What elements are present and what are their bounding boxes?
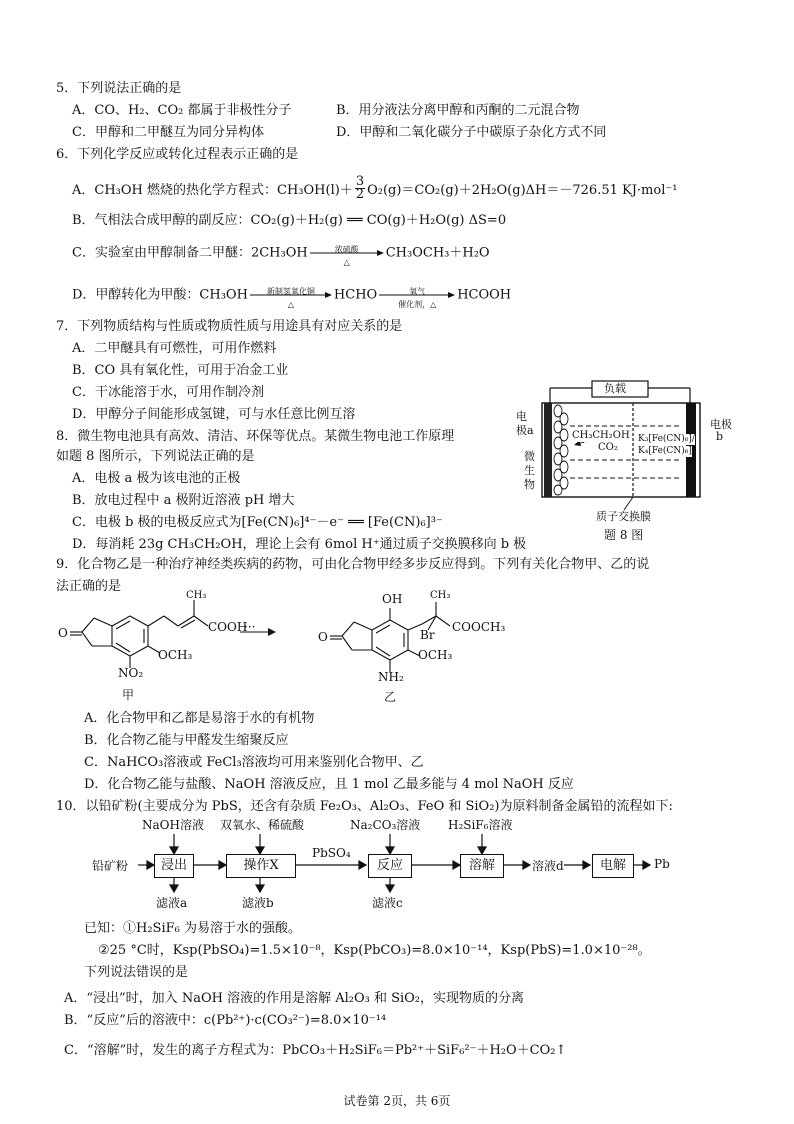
q5-option-b: B．用分液法分离甲醇和丙酮的二元混合物 xyxy=(336,103,580,118)
q6-d-arrow-1 xyxy=(248,286,334,309)
q6-a-frac-num: 3 xyxy=(355,174,365,189)
q9-stem-line2: 法正确的是 xyxy=(56,579,122,594)
flow-step-electrolysis: 电解 xyxy=(592,854,634,878)
yi-och3-label: OCH₃ xyxy=(418,648,453,662)
jia-o-label: O xyxy=(58,626,68,640)
q6-a-fraction xyxy=(355,176,365,201)
q6-c-arrow xyxy=(308,244,386,267)
flow-start: 铅矿粉 xyxy=(92,859,129,873)
q9-structures xyxy=(56,590,526,708)
q8-option-d: D．每消耗 23g CH₃CH₂OH，理论上会有 6mol H⁺通过质子交换膜移向 b 极 xyxy=(72,537,527,552)
flow-solution-d: 溶液d xyxy=(532,859,564,873)
flow-reagent-h2sif6: H₂SiF₆溶液 xyxy=(448,818,513,832)
q10-known-2: ②25 °C时，Ksp(PbSO₄)=1.5×10⁻⁸，Ksp(PbCO₃)=8.0×10⁻¹⁴，Ksp(PbS)=1.0×10⁻²⁸。 xyxy=(98,943,651,958)
q6-c-suffix: CH₃OCH₃＋H₂O xyxy=(385,245,490,261)
q8-stem-line1: 8．微生物电池具有高效、清洁、环保等优点。某微生物电池工作原理 xyxy=(56,429,455,444)
q6-d-suffix: HCOOH xyxy=(457,287,512,303)
yi-compound-label: 乙 xyxy=(384,690,397,704)
yi-oh-label: OH xyxy=(382,592,403,606)
figure-8-cell-diagram xyxy=(512,378,742,546)
q7-stem: 7．下列物质结构与性质或物质性质与用途具有对应关系的是 xyxy=(56,319,403,334)
yi-cooch3-label: COOCH₃ xyxy=(452,620,506,634)
q7-option-c: C．干冰能溶于水，可用作制冷剂 xyxy=(72,385,264,400)
fig8-ethanol-label: CH₃CH₂OH xyxy=(572,430,630,441)
q6-d-cond2-top: 氧气 xyxy=(409,287,426,296)
flow-reagent-naoh: NaOH溶液 xyxy=(142,818,204,832)
q7-option-d: D．甲醇分子间能形成氢键，可与水任意比例互溶 xyxy=(72,407,356,422)
reaction-dots: ··· xyxy=(244,620,256,634)
q6-c-cond-bottom: △ xyxy=(343,258,350,267)
flow-step-reaction: 反应 xyxy=(368,854,412,878)
jia-cooh-label: COOH xyxy=(208,620,248,634)
q6-stem: 6．下列化学反应或转化过程表示正确的是 xyxy=(56,147,299,162)
q10-option-a: A．“浸出”时，加入 NaOH 溶液的作用是溶解 Al₂O₃ 和 SiO₂，实现物质的分离 xyxy=(64,991,525,1006)
flow-reagent-na2co3: Na₂CO₃溶液 xyxy=(350,818,421,832)
q5-option-c: C．甲醇和二甲醚互为同分异构体 xyxy=(72,125,264,140)
flow-step-leaching: 浸出 xyxy=(154,854,194,878)
q5-option-a: A．CO、H₂、CO₂ 都属于非极性分子 xyxy=(72,103,292,118)
q5-option-d: D．甲醇和二氧化碳分子中碳原子杂化方式不同 xyxy=(336,125,607,140)
q6-option-d xyxy=(72,286,512,309)
q10-ask: 下列说法错误的是 xyxy=(84,965,189,980)
q10-known-1: 已知：①H₂SiF₆ 为易溶于水的强酸。 xyxy=(84,921,301,936)
yi-ch3-label: CH₃ xyxy=(430,590,451,601)
q6-a-suffix: O₂(g)＝CO₂(g)＋2H₂O(g)ΔH＝－726.51 KJ·mol⁻¹ xyxy=(367,183,678,198)
yi-o-label: O xyxy=(318,630,328,644)
fig8-microbe-label-1: 微 xyxy=(524,450,535,463)
q9-option-a: A．化合物甲和乙都是易溶于水的有机物 xyxy=(84,711,315,726)
q6-a-prefix: A．CH₃OH 燃烧的热化学方程式：CH₃OH(l)＋ xyxy=(72,183,353,198)
q7-option-a: A．二甲醚具有可燃性，可用作燃料 xyxy=(72,341,277,356)
flow-filtrate-c: 滤液c xyxy=(372,896,403,910)
fig8-load-label: 负载 xyxy=(604,382,626,395)
q9-option-b: B．化合物乙能与甲醛发生缩聚反应 xyxy=(84,733,289,748)
fig8-ferricyanide-label-2: K₄[Fe(CN)₆] xyxy=(638,446,692,456)
flow-filtrate-b: 滤液b xyxy=(242,896,274,910)
q6-d-cond1-bottom: △ xyxy=(287,300,294,309)
q6-d-arrow-2 xyxy=(377,286,457,309)
fig8-microbe-label-2: 生 xyxy=(524,464,535,477)
q6-option-c xyxy=(72,244,490,267)
fig8-ferricyanide-label-1: K₃[Fe(CN)₆]/ xyxy=(638,434,695,444)
yi-br-label: Br xyxy=(420,628,435,642)
q5-stem: 5．下列说法正确的是 xyxy=(56,81,182,96)
jia-ch3-label: CH₃ xyxy=(186,590,207,601)
flow-pbso4: PbSO₄ xyxy=(312,846,351,860)
q7-option-b: B．CO 具有氧化性，可用于冶金工业 xyxy=(72,363,289,378)
q8-option-c: C．电极 b 极的电极反应式为[Fe(CN)₆]⁴⁻－e⁻ ══ [Fe(CN)₆]³⁻ xyxy=(72,515,443,530)
q8-option-b: B．放电过程中 a 极附近溶液 pH 增大 xyxy=(72,493,295,508)
fig8-caption: 题 8 图 xyxy=(604,528,644,542)
q6-d-prefix: D．甲醇转化为甲酸：CH₃OH xyxy=(72,287,248,303)
fig8-microbe-label-3: 物 xyxy=(524,478,535,491)
flow-reagent-h2o2: 双氧水、稀硫酸 xyxy=(220,818,305,832)
q6-c-prefix: C．实验室由甲醇制备二甲醚：2CH₃OH xyxy=(72,245,308,261)
jia-no2-label: NO₂ xyxy=(118,666,144,680)
q8-stem-line2: 如题 8 图所示，下列说法正确的是 xyxy=(56,449,255,464)
jia-compound-label: 甲 xyxy=(122,688,135,702)
fig8-co2-label: CO₂ xyxy=(598,442,618,453)
q9-option-c: C．NaHCO₃溶液或 FeCl₃溶液均可用来鉴别化合物甲、乙 xyxy=(84,755,424,770)
fig8-electrode-b-label-1: 电极 xyxy=(710,418,732,431)
page-footer: 试卷第 2页，共 6页 xyxy=(343,1094,451,1108)
q6-option-a xyxy=(72,174,678,203)
fig8-electrode-b-label-2: b xyxy=(716,430,724,443)
q10-option-b: B．“反应”后的溶液中：c(Pb²⁺)·c(CO₃²⁻)=8.0×10⁻¹⁴ xyxy=(64,1013,387,1028)
fig8-electrode-a-label-2: 极a xyxy=(516,424,534,437)
flow-step-dissolve: 溶解 xyxy=(460,854,504,878)
q6-option-b: B．气相法合成甲醇的副反应：CO₂(g)＋H₂(g) ══ CO(g)＋H₂O(g) ΔS=0 xyxy=(72,213,507,228)
q6-d-cond2-bottom: 催化剂，△ xyxy=(398,300,437,309)
q6-d-cond1-top: 新制氢氧化铜 xyxy=(266,287,315,296)
q6-c-cond-top: 浓硫酸 xyxy=(334,245,359,254)
q9-stem-line1: 9．化合物乙是一种治疗神经类疾病的药物，可由化合物甲经多步反应得到。下列有关化合物甲、乙的说 xyxy=(56,557,650,572)
q9-option-d: D．化合物乙能与盐酸、NaOH 溶液反应，且 1 mol 乙最多能与 4 mol NaOH 反应 xyxy=(84,777,574,792)
q6-a-frac-den: 2 xyxy=(355,187,365,202)
flow-step-operation-x: 操作X xyxy=(226,854,296,878)
flow-filtrate-a: 滤液a xyxy=(156,896,188,910)
q8-option-a: A．电极 a 极为该电池的正极 xyxy=(72,471,241,486)
fig8-membrane-label: 质子交换膜 xyxy=(596,510,651,523)
q10-option-c: C．“溶解”时，发生的离子方程式为：PbCO₃＋H₂SiF₆＝Pb²⁺＋SiF₆²⁻＋H₂O＋CO₂↑ xyxy=(64,1043,567,1058)
q10-stem: 10．以铅矿粉(主要成分为 PbS，还含有杂质 Fe₂O₃、Al₂O₃、FeO 和 SiO₂)为原料制备金属铅的流程如下: xyxy=(56,799,673,814)
q6-d-middle: HCHO xyxy=(333,287,378,303)
flow-end-pb: Pb xyxy=(654,857,670,871)
jia-och3-label: OCH₃ xyxy=(158,648,193,662)
yi-nh2-label: NH₂ xyxy=(378,670,404,684)
fig8-electrode-a-label-1: 电 xyxy=(516,410,527,423)
q10-flow-chart xyxy=(56,816,736,914)
